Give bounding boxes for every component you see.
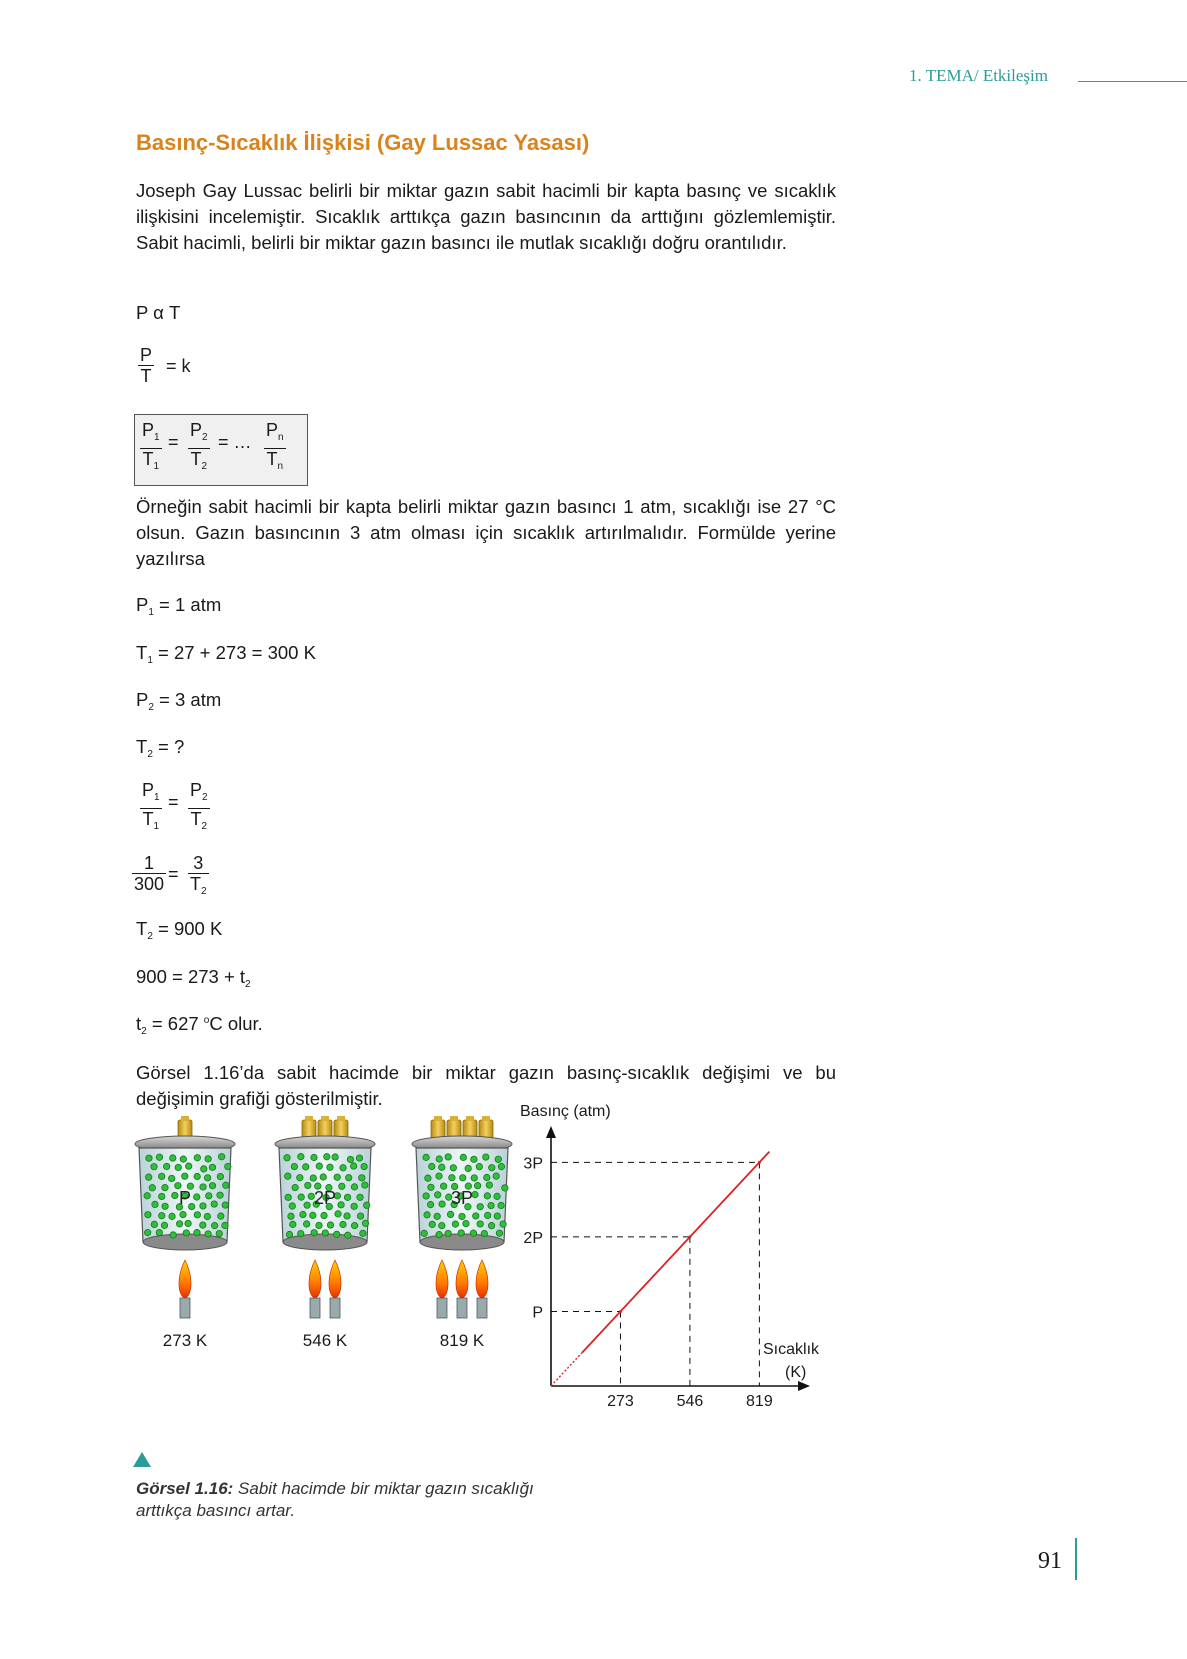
sf1-p2: P	[190, 780, 203, 800]
gas-molecule-icon	[449, 1174, 455, 1180]
gas-molecule-icon	[209, 1164, 215, 1170]
gas-molecule-icon	[339, 1183, 345, 1189]
gas-molecule-icon	[298, 1153, 304, 1159]
step-p1	[136, 594, 221, 618]
gas-molecule-icon	[194, 1212, 200, 1218]
gas-molecule-icon	[429, 1163, 435, 1169]
gas-molecule-icon	[477, 1221, 483, 1227]
gas-molecule-icon	[335, 1211, 341, 1217]
general-p2: P	[190, 420, 203, 440]
gas-molecule-icon	[200, 1184, 206, 1190]
gas-molecule-icon	[356, 1155, 362, 1161]
figure-intro-paragraph: Görsel 1.16’da sabit hacimde bir miktar gazın basınç-sıcaklık değişimi ve bu değişimin grafiği gösterilmiştir.	[136, 1062, 836, 1109]
gas-molecule-icon	[439, 1201, 445, 1207]
gas-molecule-icon	[288, 1213, 294, 1219]
general-frac-1	[140, 420, 162, 477]
step-t2-question	[136, 736, 184, 760]
gas-molecule-icon	[201, 1166, 207, 1172]
gas-molecule-icon	[363, 1202, 369, 1208]
caption-label: Görsel 1.16:	[136, 1479, 234, 1498]
x-axis-label-line2: (K)	[785, 1364, 807, 1381]
general-pn: P	[266, 420, 279, 440]
gas-molecule-icon	[361, 1163, 367, 1169]
step-p1-sub: 1	[148, 607, 154, 618]
container-3	[412, 1116, 512, 1350]
proportional-formula: P α T	[136, 302, 181, 323]
gas-molecule-icon	[170, 1155, 176, 1161]
sf1-t2: T	[190, 809, 202, 829]
step-frac-1a	[140, 780, 162, 837]
temperature-label: 273 K	[162, 1331, 208, 1350]
gas-molecule-icon	[474, 1182, 480, 1188]
step-p2	[136, 689, 221, 713]
gas-molecule-icon	[159, 1193, 165, 1199]
gas-molecule-icon	[170, 1232, 176, 1238]
gas-molecule-icon	[285, 1173, 291, 1179]
gas-molecule-icon	[152, 1201, 158, 1207]
general-tn: T	[266, 449, 278, 469]
step-p2-sub: 2	[148, 702, 154, 713]
sf2-n2: 3	[193, 853, 204, 873]
weight-knob-icon	[434, 1116, 442, 1121]
gas-molecule-icon	[218, 1154, 224, 1160]
step-p2-sym: P	[136, 689, 149, 710]
step-c2-end: C olur.	[209, 1013, 263, 1034]
general-pn-sub: n	[278, 432, 284, 443]
gas-molecule-icon	[332, 1154, 338, 1160]
gas-molecule-icon	[450, 1165, 456, 1171]
step-frac-2a	[132, 853, 166, 894]
burner-icon	[477, 1298, 487, 1318]
gas-molecule-icon	[310, 1212, 316, 1218]
gas-molecule-icon	[360, 1230, 366, 1236]
step-t2q-rest: = ?	[152, 736, 185, 757]
gas-molecule-icon	[495, 1156, 501, 1162]
sf1-p2-sub: 2	[202, 792, 208, 803]
gas-molecule-icon	[223, 1182, 229, 1188]
temperature-label: 546 K	[302, 1331, 348, 1350]
section-title: Basınç-Sıcaklık İlişkisi (Gay Lussac Yasası)	[136, 130, 590, 155]
gas-molecule-icon	[421, 1230, 427, 1236]
weight-knob-icon	[466, 1116, 474, 1121]
gas-molecule-icon	[476, 1163, 482, 1169]
gas-molecule-icon	[320, 1174, 326, 1180]
pressure-label: 3P	[450, 1188, 474, 1208]
gas-molecule-icon	[486, 1182, 492, 1188]
pressure-temperature-chart	[520, 1103, 820, 1410]
step-c2-sub: 2	[141, 1026, 147, 1037]
step-c1-pre: 900 = 273 + t	[136, 966, 246, 987]
step-c2-rest: = 627	[146, 1013, 204, 1034]
gas-molecule-icon	[439, 1222, 445, 1228]
gas-molecule-icon	[351, 1222, 357, 1228]
gas-molecule-icon	[496, 1230, 502, 1236]
burner-icon	[457, 1298, 467, 1318]
gas-molecule-icon	[180, 1211, 186, 1217]
general-dots: = …	[218, 432, 252, 452]
step-frac-2-eq: =	[168, 864, 179, 884]
gas-molecule-icon	[291, 1163, 297, 1169]
gas-molecule-icon	[322, 1230, 328, 1236]
gas-molecule-icon	[338, 1202, 344, 1208]
caption-marker-icon	[133, 1452, 151, 1467]
gas-molecule-icon	[498, 1202, 504, 1208]
gas-molecule-icon	[471, 1175, 477, 1181]
gas-molecule-icon	[327, 1164, 333, 1170]
step-t2-result	[136, 918, 222, 942]
gas-molecule-icon	[158, 1173, 164, 1179]
step-t1-rest: = 27 + 273 = 300 K	[152, 642, 316, 663]
gas-molecule-icon	[211, 1201, 217, 1207]
gas-molecule-icon	[194, 1155, 200, 1161]
gas-molecule-icon	[194, 1229, 200, 1235]
gas-molecule-icon	[183, 1230, 189, 1236]
x-tick-label: 546	[676, 1393, 704, 1410]
weight-knob-icon	[337, 1116, 345, 1121]
gas-molecule-icon	[200, 1203, 206, 1209]
gas-molecule-icon	[357, 1213, 363, 1219]
example-paragraph: Örneğin sabit hacimli bir kapta belirli miktar gazın basıncı 1 atm, sıcaklığı ise 27 °C olsun. Gazın basıncının 3 atm olması için sıcaklık artırılmalıdır. Formülde yerine yazılırsa	[136, 496, 836, 569]
gas-molecule-icon	[305, 1182, 311, 1188]
gas-molecule-icon	[459, 1213, 465, 1219]
gas-molecule-icon	[182, 1173, 188, 1179]
gas-molecule-icon	[351, 1184, 357, 1190]
degree-sign: o	[203, 1014, 210, 1026]
y-axis-label: Basınç (atm)	[520, 1103, 611, 1120]
section-header: 1. TEMA/ Etkileşim	[909, 66, 1048, 85]
gas-molecule-icon	[473, 1213, 479, 1219]
gas-molecule-icon	[298, 1194, 304, 1200]
y-tick-label: P	[532, 1304, 543, 1322]
gas-molecule-icon	[489, 1165, 495, 1171]
gas-molecule-icon	[206, 1193, 212, 1199]
extrapolation-line	[551, 1352, 582, 1386]
general-frac-n	[264, 420, 286, 477]
gas-molecule-icon	[211, 1222, 217, 1228]
gas-molecule-icon	[172, 1192, 178, 1198]
sf2-d2: T	[190, 874, 201, 894]
gas-molecule-icon	[222, 1222, 228, 1228]
gas-molecule-icon	[465, 1165, 471, 1171]
gas-molecule-icon	[321, 1212, 327, 1218]
general-eq: =	[168, 432, 179, 452]
general-p2-sub: 2	[202, 432, 208, 443]
gas-molecule-icon	[340, 1221, 346, 1227]
step-t1-sym: T	[136, 642, 148, 663]
gas-molecule-icon	[151, 1221, 157, 1227]
gas-molecule-icon	[149, 1185, 155, 1191]
gas-molecule-icon	[204, 1213, 210, 1219]
gas-molecule-icon	[286, 1231, 292, 1237]
gas-molecule-icon	[425, 1175, 431, 1181]
gas-molecule-icon	[180, 1156, 186, 1162]
gas-molecule-icon	[303, 1164, 309, 1170]
gas-molecule-icon	[310, 1175, 316, 1181]
gas-molecule-icon	[225, 1163, 231, 1169]
gas-molecule-icon	[168, 1175, 174, 1181]
general-p1-sub: 1	[154, 432, 160, 443]
gas-molecule-icon	[436, 1156, 442, 1162]
sf1-t: T	[142, 809, 154, 829]
gas-molecule-icon	[493, 1173, 499, 1179]
containers-group	[135, 1116, 512, 1350]
step-t2-sub: 2	[147, 931, 153, 942]
gas-molecule-icon	[434, 1213, 440, 1219]
gas-molecule-icon	[145, 1211, 151, 1217]
flame-icon	[329, 1260, 341, 1298]
gas-molecule-icon	[334, 1231, 340, 1237]
gas-molecule-icon	[488, 1222, 494, 1228]
step-celsius-calc	[136, 966, 251, 990]
step-p2-rest: = 3 atm	[153, 689, 222, 710]
step-frac-1b	[188, 780, 210, 837]
gas-molecule-icon	[427, 1201, 433, 1207]
x-tick-label: 273	[607, 1393, 634, 1410]
general-frac-2	[188, 420, 210, 477]
general-t1-sub: 1	[153, 461, 160, 472]
weight-knob-icon	[450, 1116, 458, 1121]
gas-molecule-icon	[344, 1194, 350, 1200]
ratio-den: T	[140, 366, 152, 386]
step-c1-sub: 2	[245, 979, 251, 990]
gas-molecule-icon	[186, 1163, 192, 1169]
figure-svg	[0, 1103, 880, 1440]
flame-icon	[456, 1260, 468, 1298]
page-number-rule	[1075, 1538, 1077, 1580]
gas-molecule-icon	[292, 1184, 298, 1190]
header-rule	[1078, 81, 1187, 82]
gas-molecule-icon	[488, 1202, 494, 1208]
figure-caption	[136, 1478, 556, 1522]
step-t2-sym: T	[136, 918, 148, 939]
step-c2-sym: t	[136, 1013, 142, 1034]
gas-molecule-icon	[144, 1229, 150, 1235]
gas-molecule-icon	[500, 1221, 506, 1227]
temperature-label: 819 K	[439, 1331, 485, 1350]
gas-molecule-icon	[429, 1221, 435, 1227]
gas-molecule-icon	[217, 1173, 223, 1179]
gas-molecule-icon	[151, 1164, 157, 1170]
gas-molecule-icon	[146, 1155, 152, 1161]
gas-molecule-icon	[222, 1202, 228, 1208]
gas-molecule-icon	[477, 1204, 483, 1210]
gas-molecule-icon	[300, 1211, 306, 1217]
flame-icon	[476, 1260, 488, 1298]
gas-molecule-icon	[176, 1221, 182, 1227]
container-base-icon	[143, 1234, 227, 1250]
gas-molecule-icon	[481, 1230, 487, 1236]
step-t2-rest: = 900 K	[152, 918, 223, 939]
gas-molecule-icon	[447, 1211, 453, 1217]
gas-molecule-icon	[285, 1194, 291, 1200]
gas-molecule-icon	[303, 1221, 309, 1227]
burner-icon	[310, 1298, 320, 1318]
gas-molecule-icon	[351, 1203, 357, 1209]
gas-molecule-icon	[185, 1220, 191, 1226]
gas-molecule-icon	[175, 1164, 181, 1170]
gas-molecule-icon	[458, 1230, 464, 1236]
gas-molecule-icon	[316, 1222, 322, 1228]
gas-molecule-icon	[311, 1154, 317, 1160]
sf2-d2-sub: 2	[201, 886, 207, 897]
step-t1-sub: 1	[147, 655, 153, 666]
gas-molecule-icon	[163, 1163, 169, 1169]
gas-molecule-icon	[316, 1163, 322, 1169]
general-t2: T	[190, 449, 202, 469]
weight-knob-icon	[321, 1116, 329, 1121]
gas-molecule-icon	[159, 1213, 165, 1219]
gas-molecule-icon	[218, 1213, 224, 1219]
gas-molecule-icon	[452, 1221, 458, 1227]
gas-molecule-icon	[298, 1230, 304, 1236]
gas-molecule-icon	[156, 1154, 162, 1160]
caption-text: Sabit hacimde bir miktar gazın sıcaklığı arttıkça basıncı artar.	[136, 1479, 534, 1520]
y-axis-arrow-icon	[546, 1126, 556, 1138]
gas-molecule-icon	[347, 1156, 353, 1162]
gas-molecule-icon	[424, 1212, 430, 1218]
gas-molecule-icon	[463, 1220, 469, 1226]
y-tick-label: 3P	[523, 1155, 543, 1173]
gas-molecule-icon	[205, 1231, 211, 1237]
gas-molecule-icon	[162, 1203, 168, 1209]
gas-molecule-icon	[439, 1164, 445, 1170]
step-frac-2b	[188, 853, 209, 902]
gas-molecule-icon	[344, 1213, 350, 1219]
burner-icon	[330, 1298, 340, 1318]
gas-molecule-icon	[494, 1213, 500, 1219]
gas-molecule-icon	[498, 1163, 504, 1169]
gas-molecule-icon	[428, 1184, 434, 1190]
gas-molecule-icon	[445, 1230, 451, 1236]
gas-molecule-icon	[216, 1230, 222, 1236]
pressure-label: 2P	[313, 1188, 337, 1208]
sf1-t-sub: 1	[153, 821, 160, 832]
gas-molecule-icon	[145, 1174, 151, 1180]
gas-molecule-icon	[483, 1154, 489, 1160]
weight-knob-icon	[305, 1116, 313, 1121]
flame-icon	[436, 1260, 448, 1298]
weight-knob-icon	[181, 1116, 189, 1121]
gas-molecule-icon	[345, 1232, 351, 1238]
step-frac-1-eq: =	[168, 792, 179, 812]
gas-molecule-icon	[484, 1212, 490, 1218]
sf2-n1: 1	[144, 853, 155, 873]
gas-molecule-icon	[162, 1184, 168, 1190]
step-t2q-sym: T	[136, 736, 148, 757]
gas-molecule-icon	[471, 1156, 477, 1162]
intro-paragraph: Joseph Gay Lussac belirli bir miktar gazın sabit hacimli bir kapta basınç ve sıcaklık ilişkisini incelemiştir. Sıcaklık arttıkça gazın basıncının da arttığını gözlemlemiştir. Sabit hacimli, belirli bir miktar gazın basıncı ile mutlak sıcaklığı doğru orantılıdır.	[136, 180, 836, 253]
gas-molecule-icon	[359, 1175, 365, 1181]
gas-molecule-icon	[362, 1220, 368, 1226]
gas-molecule-icon	[194, 1173, 200, 1179]
step-t1	[136, 642, 316, 666]
gas-molecule-icon	[460, 1175, 466, 1181]
gas-molecule-icon	[445, 1154, 451, 1160]
gas-molecule-icon	[304, 1202, 310, 1208]
gas-molecule-icon	[357, 1194, 363, 1200]
gas-molecule-icon	[156, 1229, 162, 1235]
gas-molecule-icon	[362, 1182, 368, 1188]
gas-molecule-icon	[290, 1221, 296, 1227]
gas-molecule-icon	[423, 1154, 429, 1160]
general-tn-sub: n	[277, 461, 284, 472]
gas-molecule-icon	[440, 1183, 446, 1189]
burner-icon	[437, 1298, 447, 1318]
gas-molecule-icon	[436, 1173, 442, 1179]
sf1-t2-sub: 2	[201, 821, 208, 832]
general-t2-sub: 2	[201, 461, 208, 472]
gas-molecule-icon	[494, 1193, 500, 1199]
gas-molecule-icon	[205, 1156, 211, 1162]
gas-molecule-icon	[484, 1174, 490, 1180]
gas-molecule-icon	[169, 1213, 175, 1219]
flame-icon	[309, 1260, 321, 1298]
gas-molecule-icon	[289, 1203, 295, 1209]
gas-molecule-icon	[194, 1194, 200, 1200]
sf1-p-sub: 1	[154, 792, 160, 803]
gas-molecule-icon	[436, 1231, 442, 1237]
sf1-p: P	[142, 780, 155, 800]
gas-molecule-icon	[324, 1154, 330, 1160]
ratio-rhs: = k	[166, 356, 191, 376]
gas-molecule-icon	[484, 1193, 490, 1199]
container-2	[275, 1116, 375, 1350]
general-p1: P	[142, 420, 155, 440]
gas-molecule-icon	[340, 1165, 346, 1171]
gas-molecule-icon	[311, 1230, 317, 1236]
y-tick-label: 2P	[523, 1229, 543, 1247]
ratio-fraction	[138, 345, 154, 386]
sf2-d1: 300	[134, 874, 165, 894]
gas-molecule-icon	[200, 1222, 206, 1228]
burner-icon	[180, 1298, 190, 1318]
step-p1-rest: = 1 atm	[153, 594, 222, 615]
gas-molecule-icon	[327, 1222, 333, 1228]
gas-molecule-icon	[502, 1185, 508, 1191]
gas-molecule-icon	[434, 1192, 440, 1198]
gas-molecule-icon	[334, 1174, 340, 1180]
flame-icon	[179, 1260, 191, 1298]
general-t1: T	[142, 449, 154, 469]
ratio-num: P	[140, 345, 153, 365]
gas-molecule-icon	[161, 1222, 167, 1228]
step-t2q-sub: 2	[147, 749, 153, 760]
step-celsius-result	[136, 1013, 263, 1037]
weight-knob-icon	[482, 1116, 490, 1121]
x-axis-arrow-icon	[798, 1381, 810, 1391]
gas-molecule-icon	[209, 1182, 215, 1188]
gas-molecule-icon	[470, 1230, 476, 1236]
gas-molecule-icon	[350, 1163, 356, 1169]
step-p1-sym: P	[136, 594, 149, 615]
pressure-label: P	[178, 1188, 192, 1208]
container-1	[135, 1116, 235, 1350]
gas-molecule-icon	[346, 1174, 352, 1180]
x-tick-label: 819	[746, 1393, 773, 1410]
gas-molecule-icon	[144, 1193, 150, 1199]
gas-molecule-icon	[423, 1193, 429, 1199]
series-line	[582, 1152, 769, 1353]
gas-molecule-icon	[284, 1155, 290, 1161]
page-number: 91	[1038, 1548, 1062, 1574]
gas-molecule-icon	[297, 1175, 303, 1181]
gas-molecule-icon	[217, 1192, 223, 1198]
x-axis-label-line1: Sıcaklık	[763, 1341, 820, 1358]
gas-molecule-icon	[460, 1154, 466, 1160]
gas-molecule-icon	[204, 1175, 210, 1181]
